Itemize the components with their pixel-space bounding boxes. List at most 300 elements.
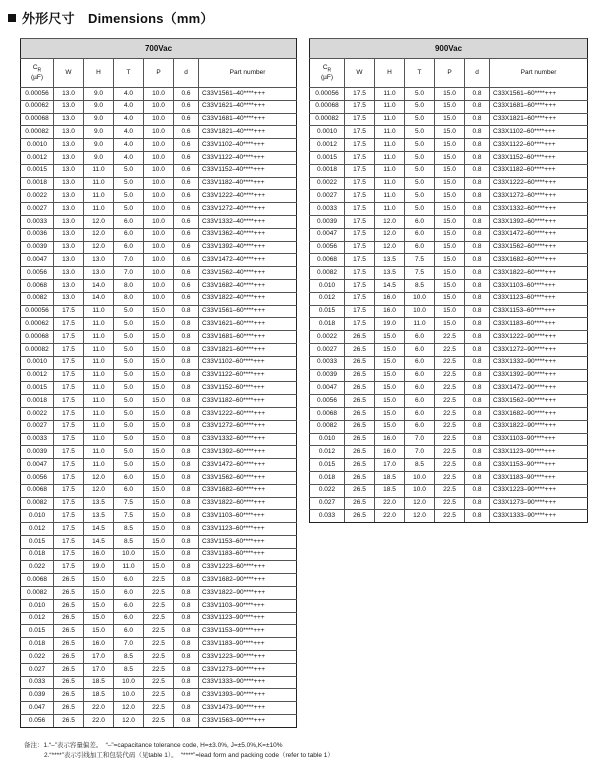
table-cell: 16.0	[375, 433, 405, 446]
table-cell: 0.0039	[21, 446, 54, 459]
part-number-cell: C33X1273–90****+++	[490, 497, 588, 510]
table-cell: 15.0	[435, 88, 465, 101]
table-cell: 11.0	[84, 177, 114, 190]
table-cell: 10.0	[114, 676, 144, 689]
table-cell: 15.0	[144, 433, 174, 446]
table-row	[21, 100, 297, 113]
part-number-cell: C33X1102–60****+++	[490, 126, 588, 139]
table-cell: 6.0	[114, 471, 144, 484]
table-cell: 16.0	[375, 305, 405, 318]
part-number-cell: C33X1182–60****+++	[490, 164, 588, 177]
part-number-cell: C33X1333–90****+++	[490, 510, 588, 523]
table-cell: 17.5	[54, 548, 84, 561]
table-cell: 7.0	[405, 433, 435, 446]
table-cell: 0.6	[174, 139, 199, 152]
table-cell: 11.0	[375, 100, 405, 113]
part-number-cell: C33V1223–90****+++	[199, 651, 297, 664]
table-cell: 22.5	[435, 459, 465, 472]
table-cell: 0.0015	[310, 151, 345, 164]
table-cell: 11.0	[405, 318, 435, 331]
table-cell: 26.5	[345, 497, 375, 510]
table-cell: 0.0015	[21, 164, 54, 177]
part-number-cell: C33V1562–40****+++	[199, 267, 297, 280]
table-cell: 17.0	[84, 651, 114, 664]
table-cell: 0.00068	[21, 331, 54, 344]
table-cell: 5.0	[405, 113, 435, 126]
table-cell: 15.0	[144, 369, 174, 382]
table-cell: 6.0	[405, 228, 435, 241]
table-cell: 0.0036	[21, 228, 54, 241]
column-header-row	[21, 59, 297, 88]
table-cell: 6.0	[114, 241, 144, 254]
table-cell: 26.5	[345, 420, 375, 433]
part-number-cell: C33X1681–60****+++	[490, 100, 588, 113]
table-cell: 12.0	[84, 471, 114, 484]
table-cell: 0.0047	[310, 382, 345, 395]
table-cell: 0.00082	[21, 343, 54, 356]
table-cell: 0.0082	[310, 267, 345, 280]
table-cell: 10.0	[144, 228, 174, 241]
column-header: H	[375, 59, 405, 88]
table-cell: 11.0	[375, 113, 405, 126]
table-cell: 22.5	[144, 702, 174, 715]
table-cell: 15.0	[435, 305, 465, 318]
table-row	[21, 356, 297, 369]
table-cell: 10.0	[144, 113, 174, 126]
table-cell: 0.8	[465, 382, 490, 395]
part-number-cell: C33X1153–90****+++	[490, 459, 588, 472]
table-cell: 15.0	[435, 241, 465, 254]
table-cell: 0.0056	[310, 241, 345, 254]
capacitance-symbol: C	[32, 64, 38, 72]
table-cell: 15.0	[435, 113, 465, 126]
table-cell: 14.0	[84, 292, 114, 305]
table-cell: 5.0	[114, 164, 144, 177]
part-number-cell: C33X1822–60****+++	[490, 267, 588, 280]
column-header: P	[435, 59, 465, 88]
table-cell: 0.018	[310, 471, 345, 484]
part-number-cell: C33V1182–40****+++	[199, 177, 297, 190]
table-cell: 7.0	[114, 638, 144, 651]
table-row	[310, 254, 588, 267]
table-cell: 0.0033	[310, 203, 345, 216]
table-cell: 0.8	[174, 574, 199, 587]
table-cell: 5.0	[114, 331, 144, 344]
table-cell: 0.0068	[21, 574, 54, 587]
table-cell: 17.5	[54, 433, 84, 446]
table-cell: 22.5	[435, 331, 465, 344]
table-cell: 0.0047	[310, 228, 345, 241]
table-cell: 0.6	[174, 279, 199, 292]
table-cell: 11.0	[375, 139, 405, 152]
table-cell: 0.8	[465, 433, 490, 446]
table-cell: 0.0068	[21, 279, 54, 292]
table-cell: 17.5	[345, 164, 375, 177]
table-cell: 9.0	[84, 113, 114, 126]
table-row	[310, 331, 588, 344]
table-body	[21, 88, 297, 728]
table-cell: 15.0	[84, 599, 114, 612]
table-row	[310, 356, 588, 369]
table-cell: 0.8	[174, 343, 199, 356]
table-cell: 5.0	[405, 190, 435, 203]
table-cell: 0.8	[174, 484, 199, 497]
table-cell: 4.0	[114, 113, 144, 126]
table-cell: 6.0	[114, 599, 144, 612]
table-cell: 5.0	[405, 126, 435, 139]
table-cell: 5.0	[114, 459, 144, 472]
table-cell: 0.010	[21, 510, 54, 523]
table-cell: 8.5	[114, 535, 144, 548]
part-number-cell: C33X1822–90****+++	[490, 420, 588, 433]
part-number-cell: C33X1472–90****+++	[490, 382, 588, 395]
table-cell: 0.027	[21, 663, 54, 676]
capacitance-subscript: R	[327, 67, 332, 74]
table-cell: 11.0	[375, 126, 405, 139]
table-cell: 19.0	[375, 318, 405, 331]
table-row	[21, 484, 297, 497]
part-number-cell: C33X1223–90****+++	[490, 484, 588, 497]
table-cell: 13.0	[54, 279, 84, 292]
table-cell: 8.5	[405, 459, 435, 472]
table-row	[21, 689, 297, 702]
table-cell: 0.047	[21, 702, 54, 715]
table-cell: 22.0	[84, 715, 114, 728]
table-row	[21, 203, 297, 216]
table-cell: 14.0	[84, 279, 114, 292]
table-cell: 6.0	[114, 228, 144, 241]
table-cell: 0.0039	[310, 369, 345, 382]
table-cell: 11.0	[84, 356, 114, 369]
voltage-header: 900Vac	[310, 39, 588, 59]
table-cell: 15.0	[84, 612, 114, 625]
table-cell: 0.0010	[21, 139, 54, 152]
table-cell: 5.0	[114, 382, 144, 395]
table-row	[21, 151, 297, 164]
table-cell: 0.6	[174, 292, 199, 305]
table-cell: 15.0	[375, 420, 405, 433]
table-cell: 0.0022	[310, 331, 345, 344]
table-cell: 6.0	[405, 356, 435, 369]
table-cell: 11.0	[84, 420, 114, 433]
table-cell: 0.012	[310, 446, 345, 459]
table-cell: 15.0	[435, 228, 465, 241]
table-cell: 12.0	[405, 497, 435, 510]
part-number-cell: C33V1222–40****+++	[199, 190, 297, 203]
table-cell: 16.0	[375, 292, 405, 305]
table-cell: 17.5	[54, 510, 84, 523]
page-title-text: 外形尺寸 Dimensions（mm）	[22, 11, 214, 26]
table-cell: 15.0	[435, 279, 465, 292]
table-cell: 0.6	[174, 151, 199, 164]
table-cell: 0.8	[465, 177, 490, 190]
part-number-cell: C33V1682–40****+++	[199, 279, 297, 292]
table-row	[21, 702, 297, 715]
table-cell: 5.0	[114, 177, 144, 190]
table-cell: 0.0033	[310, 356, 345, 369]
part-number-cell: C33V1103–90****+++	[199, 599, 297, 612]
part-number-cell: C33X1682–60****+++	[490, 254, 588, 267]
table-cell: 15.0	[144, 420, 174, 433]
table-cell: 5.0	[405, 151, 435, 164]
table-cell: 10.0	[144, 151, 174, 164]
table-cell: 0.0027	[21, 203, 54, 216]
part-number-cell: C33X1103–60****+++	[490, 279, 588, 292]
part-number-cell: C33V1472–40****+++	[199, 254, 297, 267]
table-row	[310, 139, 588, 152]
table-row	[21, 331, 297, 344]
table-cell: 9.0	[84, 126, 114, 139]
table-cell: 0.6	[174, 241, 199, 254]
table-cell: 0.033	[21, 676, 54, 689]
table-cell: 10.0	[114, 548, 144, 561]
part-number-cell: C33V1123–90****+++	[199, 612, 297, 625]
table-cell: 11.0	[84, 203, 114, 216]
table-cell: 10.0	[144, 100, 174, 113]
table-row	[21, 663, 297, 676]
table-cell: 0.0022	[310, 177, 345, 190]
table-cell: 15.0	[144, 407, 174, 420]
table-row	[21, 139, 297, 152]
table-cell: 0.0012	[310, 139, 345, 152]
table-cell: 26.5	[345, 510, 375, 523]
table-cell: 17.5	[54, 535, 84, 548]
table-row	[21, 612, 297, 625]
table-cell: 13.0	[54, 88, 84, 101]
table-cell: 15.0	[375, 395, 405, 408]
table-cell: 11.0	[84, 318, 114, 331]
table-cell: 0.0022	[21, 407, 54, 420]
table-cell: 0.0027	[310, 343, 345, 356]
table-cell: 15.0	[144, 561, 174, 574]
table-cell: 0.00068	[310, 100, 345, 113]
table-cell: 15.0	[435, 292, 465, 305]
part-number-cell: C33X1562–60****+++	[490, 241, 588, 254]
table-cell: 11.0	[375, 88, 405, 101]
table-cell: 22.5	[144, 574, 174, 587]
table-cell: 15.0	[435, 215, 465, 228]
table-cell: 0.8	[465, 459, 490, 472]
table-cell: 0.8	[465, 356, 490, 369]
table-cell: 6.0	[405, 395, 435, 408]
table-cell: 4.0	[114, 100, 144, 113]
table-cell: 15.0	[144, 497, 174, 510]
table-cell: 22.5	[435, 407, 465, 420]
table-cell: 0.8	[174, 356, 199, 369]
table-cell: 0.8	[174, 331, 199, 344]
table-row	[21, 638, 297, 651]
table-cell: 13.5	[84, 510, 114, 523]
table-cell: 5.0	[405, 88, 435, 101]
column-header: d	[174, 59, 199, 88]
table-cell: 10.0	[144, 254, 174, 267]
part-number-cell: C33V1152–60****+++	[199, 382, 297, 395]
table-cell: 11.0	[84, 369, 114, 382]
table-cell: 0.8	[465, 369, 490, 382]
part-number-cell: C33X1123–90****+++	[490, 446, 588, 459]
part-number-cell: C33V1821–60****+++	[199, 343, 297, 356]
table-cell: 6.0	[114, 215, 144, 228]
part-number-cell: C33V1562–60****+++	[199, 471, 297, 484]
table-cell: 0.8	[465, 241, 490, 254]
table-cell: 0.00056	[21, 88, 54, 101]
part-number-cell: C33X1562–90****+++	[490, 395, 588, 408]
table-cell: 26.5	[345, 382, 375, 395]
table-cell: 0.0018	[21, 177, 54, 190]
table-cell: 0.8	[465, 497, 490, 510]
table-cell: 10.0	[114, 689, 144, 702]
table-cell: 17.5	[345, 318, 375, 331]
table-cell: 0.00068	[21, 113, 54, 126]
table-cell: 0.0010	[310, 126, 345, 139]
table-cell: 15.0	[144, 548, 174, 561]
table-cell: 11.0	[84, 343, 114, 356]
table-cell: 0.018	[21, 638, 54, 651]
table-row	[310, 369, 588, 382]
table-cell: 13.0	[54, 292, 84, 305]
table-cell: 17.5	[54, 561, 84, 574]
table-cell: 15.0	[144, 510, 174, 523]
table-cell: 0.012	[21, 523, 54, 536]
part-number-cell: C33V1822–60****+++	[199, 497, 297, 510]
table-cell: 17.5	[54, 420, 84, 433]
table-cell: 15.0	[144, 382, 174, 395]
table-cell: 15.0	[435, 177, 465, 190]
part-number-cell: C33V1392–60****+++	[199, 446, 297, 459]
table-cell: 0.8	[174, 318, 199, 331]
table-cell: 0.012	[21, 612, 54, 625]
table-cell: 13.5	[375, 267, 405, 280]
table-cell: 22.5	[144, 599, 174, 612]
table-cell: 0.8	[174, 369, 199, 382]
table-cell: 17.5	[345, 190, 375, 203]
table-cell: 0.00082	[310, 113, 345, 126]
table-cell: 22.5	[435, 420, 465, 433]
table-cell: 10.0	[144, 177, 174, 190]
table-cell: 0.8	[174, 663, 199, 676]
table-cell: 7.0	[405, 446, 435, 459]
table-cell: 0.00062	[21, 318, 54, 331]
table-cell: 19.0	[84, 561, 114, 574]
table-cell: 5.0	[114, 343, 144, 356]
part-number-cell: C33V1153–90****+++	[199, 625, 297, 638]
table-cell: 17.5	[345, 228, 375, 241]
square-bullet-icon	[8, 14, 16, 22]
table-cell: 11.0	[375, 164, 405, 177]
page-title	[8, 8, 214, 27]
table-row	[21, 548, 297, 561]
table-cell: 26.5	[54, 587, 84, 600]
table-cell: 22.5	[144, 689, 174, 702]
table-cell: 0.8	[174, 382, 199, 395]
table-row	[21, 343, 297, 356]
part-number-cell: C33X1561–60****+++	[490, 88, 588, 101]
table-cell: 15.0	[144, 395, 174, 408]
table-cell: 16.0	[84, 638, 114, 651]
table-cell: 10.0	[144, 292, 174, 305]
table-row	[310, 215, 588, 228]
table-cell: 0.0047	[21, 459, 54, 472]
table-row	[310, 484, 588, 497]
table-cell: 0.8	[465, 484, 490, 497]
part-number-cell: C33V1563–90****+++	[199, 715, 297, 728]
part-number-cell: C33V1822–90****+++	[199, 587, 297, 600]
table-cell: 0.0082	[21, 497, 54, 510]
part-number-cell: C33X1153–60****+++	[490, 305, 588, 318]
table-row	[310, 497, 588, 510]
table-cell: 15.0	[144, 484, 174, 497]
table-cell: 8.5	[114, 523, 144, 536]
table-row	[310, 228, 588, 241]
table-cell: 15.0	[375, 356, 405, 369]
part-number-cell: C33X1392–90****+++	[490, 369, 588, 382]
part-number-cell: C33X1272–60****+++	[490, 190, 588, 203]
column-header: Part number	[490, 59, 588, 88]
table-cell: 5.0	[405, 203, 435, 216]
table-row	[21, 497, 297, 510]
table-cell: 22.5	[144, 651, 174, 664]
table-cell: 0.8	[174, 497, 199, 510]
table-cell: 0.8	[174, 446, 199, 459]
capacitance-symbol: C	[322, 64, 328, 72]
table-cell: 26.5	[54, 715, 84, 728]
table-row	[21, 254, 297, 267]
table-cell: 0.0018	[310, 164, 345, 177]
table-row	[310, 88, 588, 101]
table-cell: 13.0	[54, 177, 84, 190]
table-cell: 0.8	[465, 88, 490, 101]
table-cell: 0.8	[465, 407, 490, 420]
table-cell: 26.5	[54, 689, 84, 702]
table-row	[21, 676, 297, 689]
table-cell: 7.5	[405, 267, 435, 280]
table-cell: 26.5	[54, 651, 84, 664]
part-number-cell: C33V1273–90****+++	[199, 663, 297, 676]
table-cell: 6.0	[114, 574, 144, 587]
table-cell: 0.6	[174, 100, 199, 113]
part-number-cell: C33X1183–90****+++	[490, 471, 588, 484]
table-cell: 13.0	[84, 254, 114, 267]
table-cell: 0.015	[310, 305, 345, 318]
table-cell: 0.8	[174, 702, 199, 715]
table-cell: 0.8	[174, 535, 199, 548]
table-cell: 7.5	[114, 510, 144, 523]
table-cell: 22.0	[375, 510, 405, 523]
table-cell: 0.027	[310, 497, 345, 510]
part-number-cell: C33V1183–60****+++	[199, 548, 297, 561]
table-cell: 22.5	[144, 587, 174, 600]
table-cell: 5.0	[114, 356, 144, 369]
table-cell: 0.8	[174, 523, 199, 536]
table-cell: 0.8	[174, 459, 199, 472]
part-number-cell: C33V1393–90****+++	[199, 689, 297, 702]
table-cell: 0.6	[174, 254, 199, 267]
table-cell: 0.8	[465, 190, 490, 203]
table-cell: 0.0068	[310, 407, 345, 420]
capacitance-subscript: R	[37, 67, 42, 74]
table-cell: 15.0	[435, 203, 465, 216]
table-cell: 0.6	[174, 215, 199, 228]
table-row	[310, 343, 588, 356]
table-cell: 7.5	[114, 497, 144, 510]
table-cell: 11.0	[84, 407, 114, 420]
table-cell: 15.0	[144, 523, 174, 536]
table-cell: 0.8	[465, 203, 490, 216]
table-cell: 6.0	[405, 369, 435, 382]
table-cell: 22.5	[435, 382, 465, 395]
table-cell: 15.0	[144, 305, 174, 318]
table-cell: 0.0056	[310, 395, 345, 408]
